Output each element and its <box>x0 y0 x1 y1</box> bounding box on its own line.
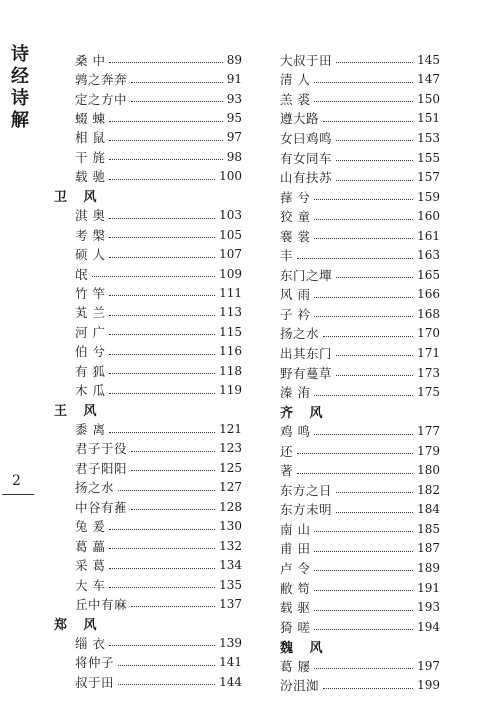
toc-entry[interactable] <box>280 539 440 559</box>
toc-entry[interactable] <box>280 245 440 265</box>
dot-leader <box>109 121 222 122</box>
dot-leader <box>109 315 215 316</box>
toc-entry[interactable] <box>280 558 440 578</box>
dot-leader <box>323 336 413 337</box>
toc-entry-title: 葛 藟 <box>75 538 106 554</box>
toc-entry-page: 119 <box>219 383 242 398</box>
toc-entry[interactable] <box>280 500 440 520</box>
toc-entry[interactable] <box>54 147 242 166</box>
toc-entry-title: 干 旄 <box>75 149 106 165</box>
toc-entry[interactable] <box>54 594 242 613</box>
toc-entry[interactable] <box>54 322 242 341</box>
dot-leader <box>336 62 413 63</box>
toc-entry-page: 193 <box>417 600 440 615</box>
toc-entry-title: 硕 人 <box>75 247 106 263</box>
toc-entry-title: 羔 裘 <box>280 91 311 107</box>
toc-entry-title: 相 鼠 <box>75 130 106 146</box>
toc-entry-page: 187 <box>417 541 440 556</box>
toc-entry[interactable] <box>54 380 242 399</box>
toc-entry[interactable] <box>54 419 242 438</box>
toc-entry-page: 179 <box>417 443 440 458</box>
section-heading: 齐 风 <box>280 406 329 422</box>
toc-entry-title: 蝃 蝀 <box>75 111 106 127</box>
toc-entry[interactable] <box>54 497 242 516</box>
dot-leader <box>314 629 413 630</box>
toc-entry[interactable] <box>280 70 440 90</box>
toc-entry[interactable] <box>54 536 242 555</box>
section-heading: 卫 风 <box>54 190 103 206</box>
toc-entry-title: 缁 衣 <box>75 635 106 651</box>
section-heading: 王 风 <box>54 404 103 420</box>
toc-entry[interactable] <box>54 128 242 147</box>
toc-entry-page: 107 <box>219 247 242 262</box>
toc-entry[interactable] <box>280 265 440 285</box>
dot-leader <box>131 451 215 452</box>
toc-entry[interactable] <box>280 226 440 246</box>
toc-entry-page: 184 <box>417 502 440 517</box>
dot-leader <box>314 570 413 571</box>
toc-entry-page: 109 <box>219 266 242 281</box>
toc-entry-title: 芄 兰 <box>75 305 106 321</box>
dot-leader <box>336 160 413 161</box>
dot-leader <box>314 219 413 220</box>
toc-entry-title: 伯 兮 <box>75 344 106 360</box>
toc-entry-title: 河 广 <box>75 324 106 340</box>
dot-leader <box>297 473 413 474</box>
toc-entry[interactable] <box>280 89 440 109</box>
book-title-char: 诗 <box>11 44 29 65</box>
toc-entry[interactable] <box>280 676 440 696</box>
toc-entry-title: 鹑之奔奔 <box>75 72 128 88</box>
toc-entry-page: 160 <box>417 209 440 224</box>
toc-entry-page: 159 <box>417 189 440 204</box>
toc-entry-title: 汾沮洳 <box>280 678 320 694</box>
toc-entry-title: 南 山 <box>280 521 311 537</box>
toc-entry[interactable] <box>54 69 242 88</box>
dot-leader <box>118 665 215 666</box>
dot-leader <box>118 684 215 685</box>
dot-leader <box>336 355 413 356</box>
toc-entry-page: 161 <box>417 228 440 243</box>
dot-leader <box>297 453 413 454</box>
toc-entry-page: 91 <box>226 72 242 87</box>
dot-leader <box>314 82 413 83</box>
toc-entry-title: 叔于田 <box>75 674 115 690</box>
toc-entry-page: 123 <box>219 441 242 456</box>
toc-entry-page: 171 <box>417 345 440 360</box>
toc-entry[interactable] <box>54 439 242 458</box>
toc-entry[interactable] <box>280 480 440 500</box>
toc-entry[interactable] <box>54 244 242 263</box>
dot-leader <box>314 610 413 611</box>
toc-entry-title: 还 <box>280 443 294 459</box>
toc-entry[interactable] <box>54 303 242 322</box>
toc-entry-page: 182 <box>417 482 440 497</box>
toc-entry-title: 扬之水 <box>75 480 115 496</box>
toc-entry-title: 猗 嗟 <box>280 619 311 635</box>
dot-leader <box>131 606 215 607</box>
toc-entry[interactable] <box>54 672 242 691</box>
toc-entry-page: 141 <box>219 655 242 670</box>
toc-entry-title: 定之方中 <box>75 91 128 107</box>
toc-entry[interactable] <box>54 555 242 574</box>
dot-leader <box>109 548 215 549</box>
toc-entry-title: 鸡 鸣 <box>280 424 311 440</box>
dot-leader <box>336 375 413 376</box>
dot-leader <box>314 434 413 435</box>
toc-entry-page: 89 <box>226 52 242 67</box>
dot-leader <box>131 470 215 471</box>
dot-leader <box>109 179 215 180</box>
toc-entry-title: 淇 奥 <box>75 208 106 224</box>
toc-entry-page: 197 <box>417 658 440 673</box>
toc-entry[interactable] <box>280 50 440 70</box>
book-title <box>8 44 32 132</box>
toc-entry-title: 大 车 <box>75 577 106 593</box>
toc-entry[interactable] <box>280 187 440 207</box>
dot-leader <box>118 490 215 491</box>
toc-entry[interactable] <box>54 89 242 108</box>
toc-entry-page: 128 <box>219 499 242 514</box>
dot-leader <box>109 373 215 374</box>
toc-entry-page: 100 <box>219 169 242 184</box>
toc-entry-page: 194 <box>417 619 440 634</box>
toc-entry-title: 竹 竿 <box>75 285 106 301</box>
toc-entry-page: 118 <box>219 363 242 378</box>
toc-entry-title: 清 人 <box>280 72 311 88</box>
toc-entry-page: 115 <box>219 324 242 339</box>
toc-entry[interactable] <box>54 264 242 283</box>
toc-entry-title: 桑 中 <box>75 52 106 68</box>
toc-entry[interactable] <box>54 342 242 361</box>
toc-entry-page: 177 <box>417 424 440 439</box>
page-number: 2 <box>12 473 21 489</box>
toc-entry[interactable] <box>54 653 242 672</box>
toc-entry[interactable] <box>280 578 440 598</box>
toc-entry-page: 173 <box>417 365 440 380</box>
toc-entry-page: 144 <box>219 674 242 689</box>
toc-entry-page: 150 <box>417 91 440 106</box>
toc-entry-page: 155 <box>417 150 440 165</box>
toc-entry[interactable] <box>54 206 242 225</box>
toc-entry-page: 189 <box>417 560 440 575</box>
toc-entry-title: 君子于役 <box>75 441 128 457</box>
toc-entry-page: 105 <box>219 227 242 242</box>
toc-entry-page: 111 <box>219 285 242 300</box>
dot-leader <box>109 295 215 296</box>
toc-entry-title: 氓 <box>75 266 89 282</box>
dot-leader <box>131 101 223 102</box>
toc-entry-title: 东门之墠 <box>280 267 333 283</box>
dot-leader <box>336 180 413 181</box>
toc-entry-title: 子 衿 <box>280 306 311 322</box>
toc-entry-page: 127 <box>219 480 242 495</box>
toc-entry[interactable] <box>54 517 242 536</box>
dot-leader <box>131 82 223 83</box>
toc-entry-page: 163 <box>417 248 440 263</box>
toc-entry-title: 风 雨 <box>280 287 311 303</box>
toc-entry-page: 165 <box>417 267 440 282</box>
book-title-char: 解 <box>11 110 29 131</box>
toc-entry-page: 103 <box>219 208 242 223</box>
toc-entry[interactable] <box>280 617 440 637</box>
toc-entry[interactable] <box>280 382 440 402</box>
toc-entry-title: 葛 屦 <box>280 658 311 674</box>
toc-entry-page: 95 <box>226 111 242 126</box>
dot-leader <box>131 509 215 510</box>
toc-entry[interactable] <box>280 285 440 305</box>
dot-leader <box>109 529 215 530</box>
toc-entry-page: 132 <box>219 538 242 553</box>
toc-entry-page: 191 <box>417 580 440 595</box>
dot-leader <box>109 568 215 569</box>
toc-right-column <box>280 50 440 695</box>
dot-leader <box>297 258 413 259</box>
toc-entry-title: 君子阳阳 <box>75 460 128 476</box>
toc-entry[interactable] <box>280 109 440 129</box>
dot-leader <box>323 121 413 122</box>
toc-entry-title: 山有扶苏 <box>280 170 333 186</box>
dot-leader <box>314 297 413 298</box>
toc-entry-page: 170 <box>417 326 440 341</box>
dot-leader <box>336 277 413 278</box>
toc-entry[interactable] <box>280 128 440 148</box>
toc-entry-page: 121 <box>219 422 242 437</box>
toc-entry[interactable] <box>54 361 242 380</box>
toc-entry-page: 130 <box>219 519 242 534</box>
toc-entry-title: 丰 <box>280 248 294 264</box>
toc-entry-title: 丘中有麻 <box>75 596 128 612</box>
toc-entry-title: 褰 裳 <box>280 228 311 244</box>
toc-entry-page: 125 <box>219 460 242 475</box>
dot-leader <box>109 257 215 258</box>
toc-entry-page: 157 <box>417 170 440 185</box>
dot-leader <box>109 393 215 394</box>
toc-entry[interactable] <box>280 656 440 676</box>
toc-entry-title: 溱 洧 <box>280 385 311 401</box>
toc-entry-page: 98 <box>226 149 242 164</box>
dot-leader <box>314 238 413 239</box>
toc-entry-title: 黍 离 <box>75 422 106 438</box>
toc-entry[interactable] <box>54 283 242 302</box>
toc-entry-page: 185 <box>417 521 440 536</box>
toc-entry-page: 97 <box>226 130 242 145</box>
toc-entry-title: 东方之日 <box>280 482 333 498</box>
toc-entry-page: 199 <box>417 678 440 693</box>
toc-entry-page: 145 <box>417 52 440 67</box>
toc-entry-title: 出其东门 <box>280 345 333 361</box>
dot-leader <box>109 237 215 238</box>
dot-leader <box>314 551 413 552</box>
toc-entry-page: 113 <box>219 305 242 320</box>
dot-leader <box>336 492 413 493</box>
toc-entry-page: 139 <box>219 635 242 650</box>
dot-leader <box>109 645 215 646</box>
dot-leader <box>314 395 413 396</box>
toc-entry[interactable] <box>54 633 242 652</box>
toc-entry-page: 166 <box>417 287 440 302</box>
toc-entry-title: 考 槃 <box>75 227 106 243</box>
toc-entry-page: 135 <box>219 577 242 592</box>
toc-entry[interactable] <box>54 575 242 594</box>
toc-entry[interactable] <box>280 421 440 441</box>
toc-entry-title: 木 瓜 <box>75 383 106 399</box>
dot-leader <box>92 276 215 277</box>
toc-entry-page: 116 <box>219 344 242 359</box>
book-title-char: 诗 <box>11 88 29 109</box>
toc-entry-page: 151 <box>417 111 440 126</box>
toc-entry-page: 93 <box>226 91 242 106</box>
dot-leader <box>314 199 413 200</box>
toc-entry-title: 著 <box>280 463 294 479</box>
toc-entry-title: 采 葛 <box>75 558 106 574</box>
toc-entry[interactable] <box>280 343 440 363</box>
dot-leader <box>314 316 413 317</box>
toc-entry-title: 东方未明 <box>280 502 333 518</box>
dot-leader <box>109 587 215 588</box>
toc-entry-title: 卢 令 <box>280 560 311 576</box>
toc-entry-title: 将仲子 <box>75 655 115 671</box>
toc-entry[interactable] <box>280 597 440 617</box>
toc-entry-page: 168 <box>417 306 440 321</box>
toc-entry-title: 敝 笱 <box>280 580 311 596</box>
dot-leader <box>314 101 413 102</box>
toc-entry[interactable] <box>54 50 242 69</box>
toc-entry[interactable] <box>280 460 440 480</box>
toc-entry-page: 137 <box>219 596 242 611</box>
dot-leader <box>314 590 413 591</box>
toc-entry-title: 有女同车 <box>280 150 333 166</box>
toc-entry[interactable] <box>280 206 440 226</box>
dot-leader <box>336 512 413 513</box>
toc-entry-title: 萚 兮 <box>280 189 311 205</box>
toc-entry-title: 大叔于田 <box>280 52 333 68</box>
toc-entry[interactable] <box>280 519 440 539</box>
toc-entry[interactable] <box>280 324 440 344</box>
dot-leader <box>109 62 222 63</box>
toc-entry-title: 甫 田 <box>280 541 311 557</box>
toc-entry[interactable] <box>280 363 440 383</box>
dot-leader <box>109 159 222 160</box>
toc-entry-title: 中谷有蓷 <box>75 499 128 515</box>
dot-leader <box>336 140 413 141</box>
toc-entry[interactable] <box>280 167 440 187</box>
toc-entry-title: 女曰鸡鸣 <box>280 130 333 146</box>
toc-entry[interactable] <box>54 225 242 244</box>
toc-entry-title: 有 狐 <box>75 363 106 379</box>
toc-entry-page: 134 <box>219 558 242 573</box>
dot-leader <box>323 688 413 689</box>
dot-leader <box>109 354 215 355</box>
toc-entry[interactable] <box>280 441 440 461</box>
toc-entry-page: 153 <box>417 130 440 145</box>
toc-entry[interactable] <box>54 478 242 497</box>
dot-leader <box>109 140 222 141</box>
toc-entry-title: 载 驱 <box>280 600 311 616</box>
toc-entry-page: 147 <box>417 72 440 87</box>
dot-leader <box>109 432 215 433</box>
book-title-char: 经 <box>11 66 29 87</box>
toc-entry[interactable] <box>280 148 440 168</box>
dot-leader <box>314 668 413 669</box>
page-number-rule <box>2 494 34 495</box>
toc-entry-page: 175 <box>417 385 440 400</box>
toc-entry-title: 扬之水 <box>280 326 320 342</box>
toc-entry-title: 遵大路 <box>280 111 320 127</box>
toc-entry[interactable] <box>54 167 242 186</box>
dot-leader <box>109 218 215 219</box>
dot-leader <box>314 531 413 532</box>
section-heading: 郑 风 <box>54 617 103 633</box>
toc-entry-title: 载 驰 <box>75 169 106 185</box>
toc-left-column <box>54 50 242 691</box>
toc-entry[interactable] <box>54 108 242 127</box>
section-heading: 魏 风 <box>280 640 329 656</box>
toc-entry[interactable] <box>280 304 440 324</box>
toc-entry-title: 兔 爰 <box>75 519 106 535</box>
toc-entry-title: 狡 童 <box>280 209 311 225</box>
toc-entry[interactable] <box>54 458 242 477</box>
dot-leader <box>109 334 215 335</box>
toc-entry-title: 野有蔓草 <box>280 365 333 381</box>
toc-entry-page: 180 <box>417 463 440 478</box>
